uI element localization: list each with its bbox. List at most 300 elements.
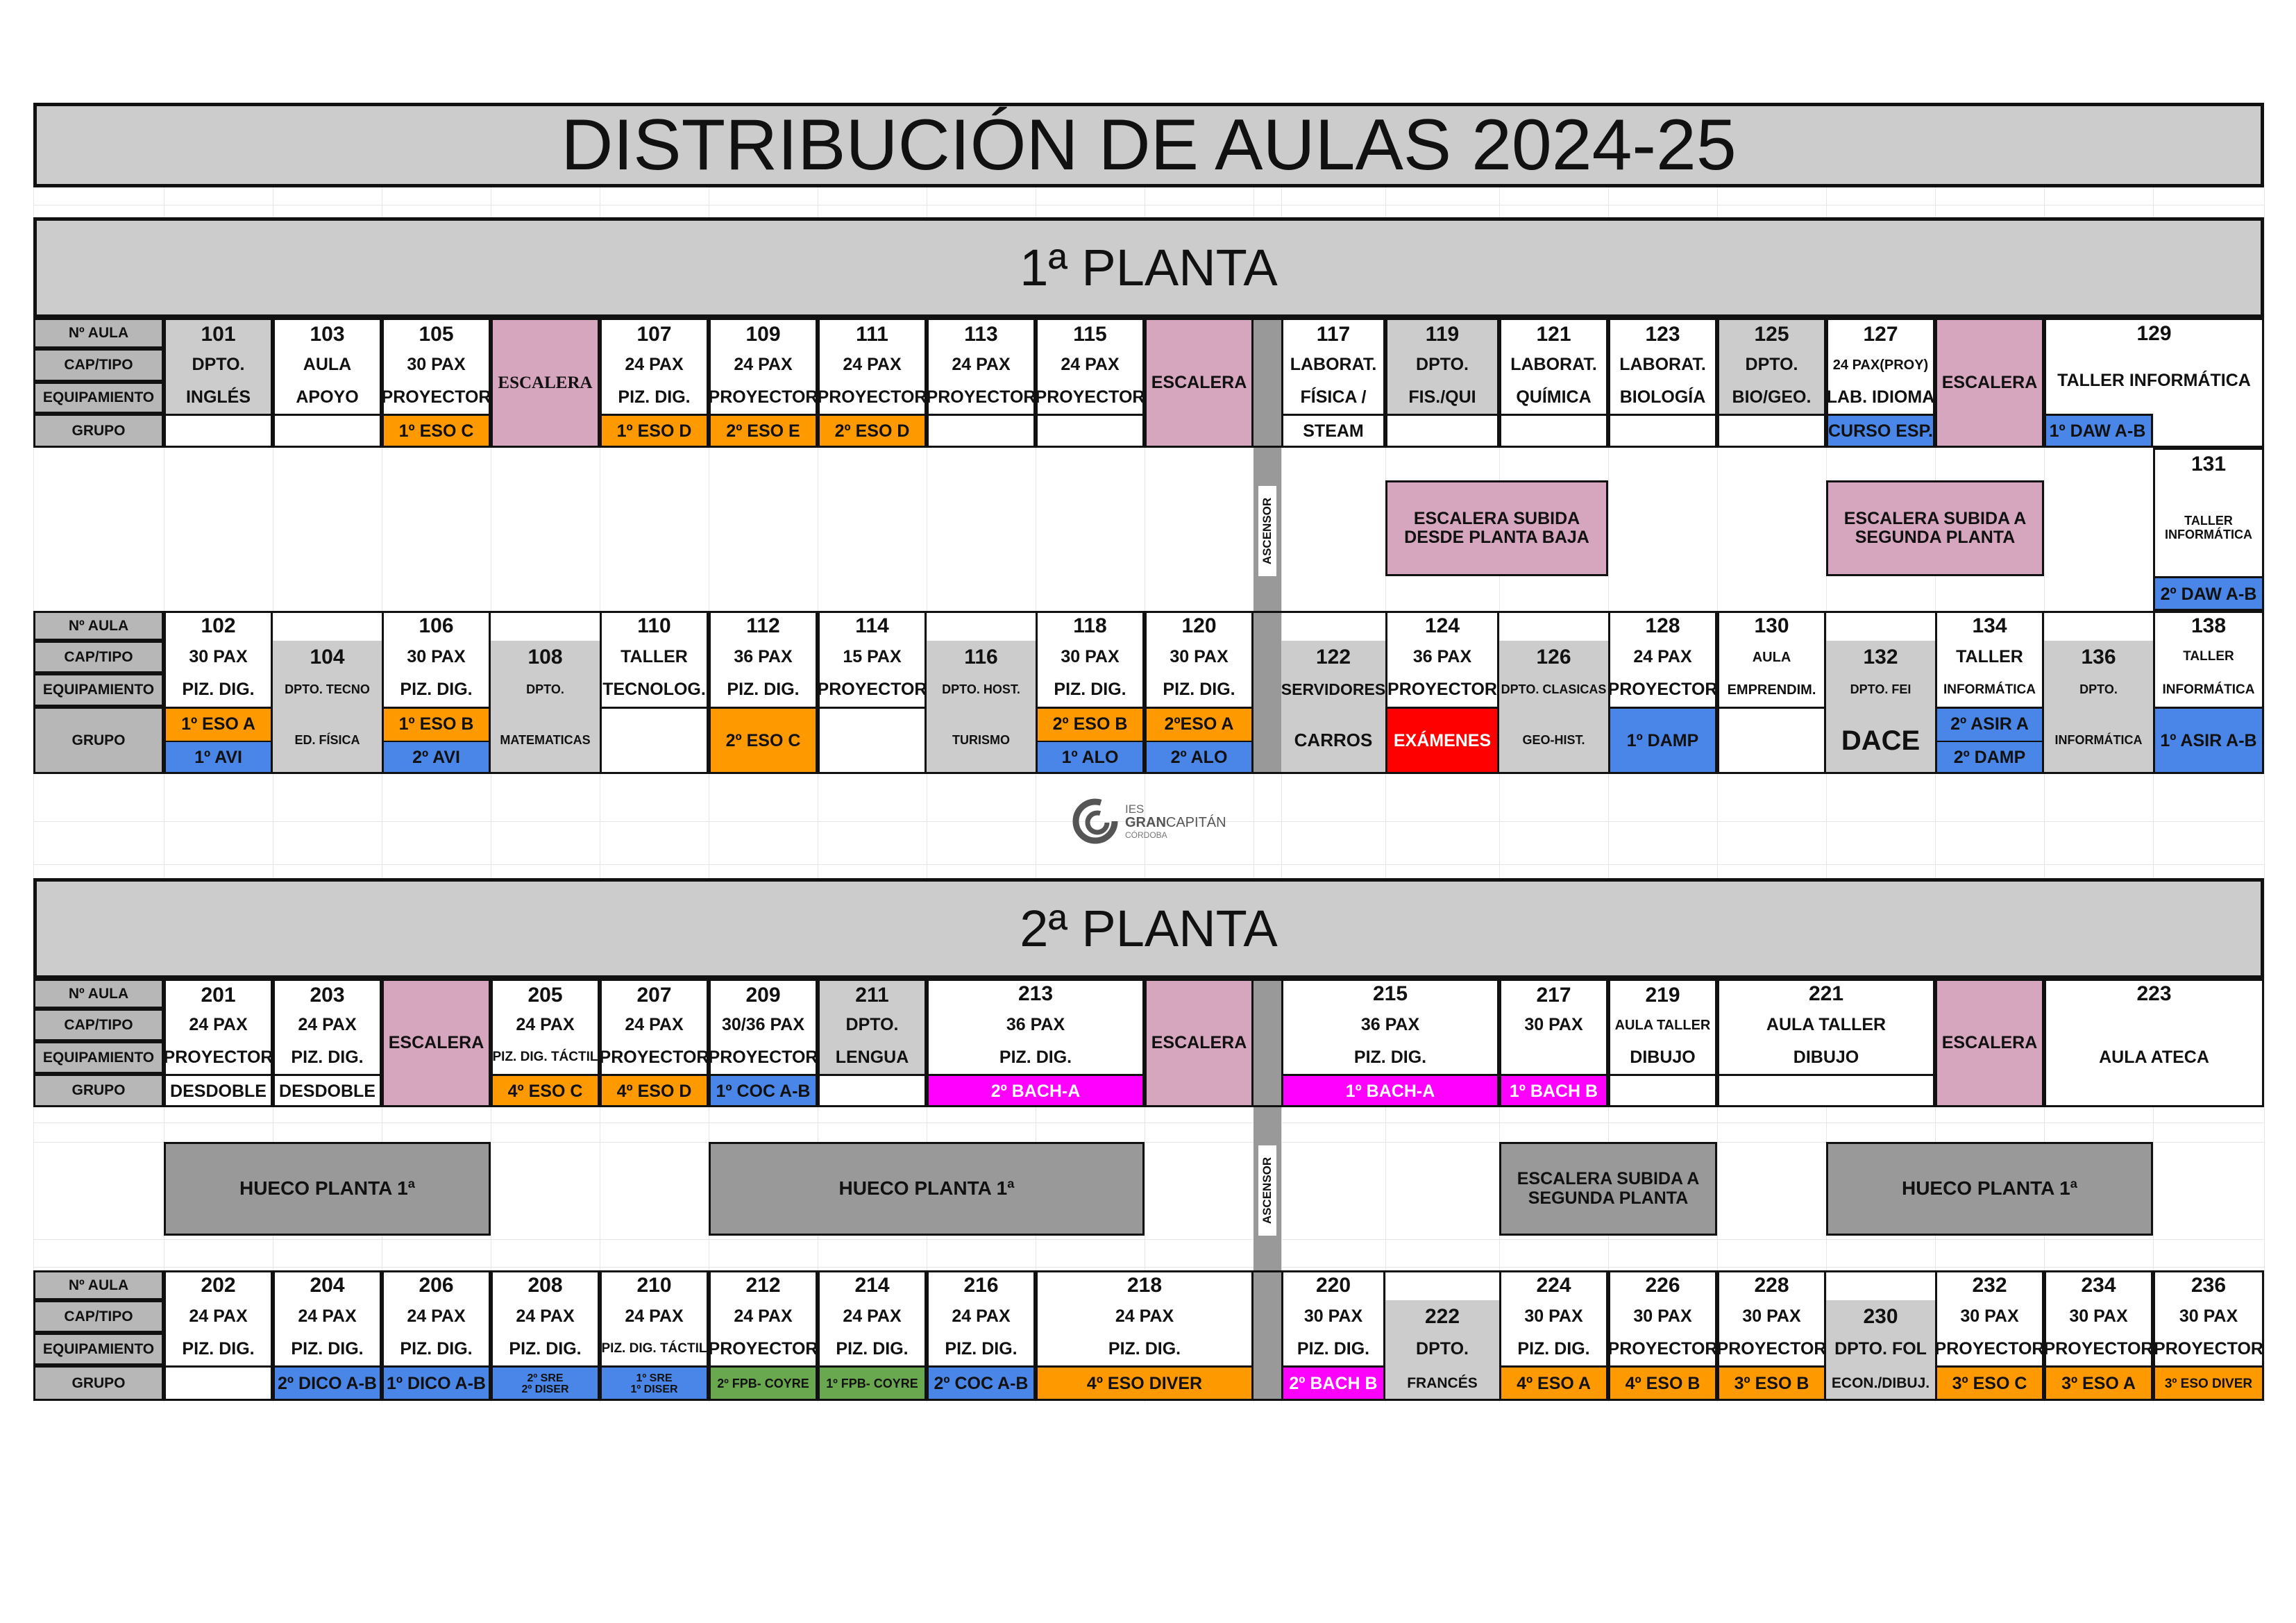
room-207-eq-text: PROYECTOR bbox=[600, 1047, 709, 1067]
row-label-aula bbox=[33, 318, 164, 348]
row-label-grupo-text: GRUPO bbox=[71, 1374, 126, 1391]
room-214-cap-text: 24 PAX bbox=[843, 1306, 902, 1326]
room-132-num-text: 132 bbox=[1863, 646, 1898, 668]
room-105-eq-text: PROYECTOR bbox=[382, 387, 491, 407]
room-223-eq-text: AULA ATECA bbox=[2099, 1048, 2209, 1068]
room-218 bbox=[1036, 1270, 1253, 1401]
room-136-eq bbox=[2044, 673, 2153, 707]
floor1-title: 1ª PLANTA bbox=[1020, 239, 1278, 296]
stair-3-text: ESCALERA bbox=[1941, 372, 2038, 392]
logo-line3: CÓRDOBA bbox=[1125, 830, 1167, 840]
room-217-g bbox=[1499, 1074, 1608, 1107]
room-107-g bbox=[600, 414, 709, 448]
room-236 bbox=[2153, 1270, 2264, 1401]
row-label-eq bbox=[33, 382, 164, 414]
room-203-num bbox=[273, 979, 382, 1009]
room-223 bbox=[2044, 979, 2264, 1107]
room-201-cap bbox=[164, 1009, 273, 1041]
room-123-eq bbox=[1608, 382, 1717, 414]
room-101-num bbox=[164, 318, 273, 348]
room-219-g bbox=[1608, 1074, 1717, 1107]
room-232-cap-text: 30 PAX bbox=[1960, 1306, 2019, 1326]
hollow-floor1-b-text: HUECO PLANTA 1ª bbox=[838, 1177, 1015, 1200]
room-123-cap-text: LABORAT. bbox=[1619, 355, 1706, 375]
room-106-num-text: 106 bbox=[419, 614, 454, 637]
room-220-cap-text: 30 PAX bbox=[1303, 1306, 1363, 1326]
gridline-h bbox=[33, 1239, 2264, 1240]
hollow-floor1-c bbox=[1826, 1142, 2153, 1236]
room-234-eq-text: PROYECTOR bbox=[2044, 1338, 2153, 1359]
room-205-g-text: 4º ESO C bbox=[507, 1081, 583, 1101]
room-105-eq bbox=[382, 382, 491, 414]
row-label-cap-text: CAP/TIPO bbox=[64, 357, 133, 373]
room-128-cap-text: 24 PAX bbox=[1633, 646, 1692, 666]
room-115-g bbox=[1036, 414, 1145, 448]
room-108-eq-text: DPTO. bbox=[526, 682, 564, 697]
room-110-num-text: 110 bbox=[637, 614, 671, 637]
room-108-eq bbox=[491, 673, 600, 707]
room-219-num-text: 219 bbox=[1645, 983, 1680, 1007]
room-207-num-text: 207 bbox=[636, 983, 672, 1007]
school-logo bbox=[1072, 798, 1232, 844]
room-121-num-text: 121 bbox=[1536, 323, 1571, 346]
page-title-bar bbox=[33, 103, 2264, 187]
room-208-cap-text: 24 PAX bbox=[516, 1306, 575, 1326]
room-102 bbox=[164, 611, 273, 774]
row-label-aula bbox=[33, 979, 164, 1009]
row-label-grupo-text: GRUPO bbox=[71, 732, 126, 748]
room-136-num-text: 136 bbox=[2081, 646, 2116, 668]
row-label-cap bbox=[33, 641, 164, 673]
hollow-floor1-a bbox=[164, 1142, 491, 1236]
room-223-num-text: 223 bbox=[2136, 982, 2172, 1005]
hollow-floor1-a-text: HUECO PLANTA 1ª bbox=[239, 1177, 416, 1200]
room-109-cap bbox=[709, 348, 818, 382]
room-117-g bbox=[1281, 414, 1385, 448]
room-104-eq-text: DPTO. TECNO bbox=[285, 682, 370, 697]
row-label-grupo-text: GRUPO bbox=[71, 1082, 126, 1099]
room-112-eq-text: PIZ. DIG. bbox=[727, 680, 800, 700]
room-124 bbox=[1385, 611, 1499, 774]
room-105-cap-text: 30 PAX bbox=[407, 355, 466, 375]
room-204 bbox=[273, 1270, 382, 1401]
room-120 bbox=[1145, 611, 1253, 774]
room-134 bbox=[1935, 611, 2044, 774]
room-104-eq bbox=[273, 673, 382, 707]
room-116-num bbox=[927, 641, 1036, 673]
room-128-g-text: 1º DAMP bbox=[1626, 731, 1699, 751]
room-201-cap-text: 24 PAX bbox=[189, 1014, 248, 1034]
room-115-num bbox=[1036, 318, 1145, 348]
room-236-cap-text: 30 PAX bbox=[2179, 1306, 2238, 1326]
room-103-num bbox=[273, 318, 382, 348]
room-105-num bbox=[382, 318, 491, 348]
room-234-g-text: 3º ESO A bbox=[2061, 1374, 2136, 1394]
room-120-g2-text: 2º ALO bbox=[1170, 748, 1228, 767]
room-132-eq bbox=[1826, 673, 1935, 707]
room-131-g-text: 2º DAW A-B bbox=[2160, 584, 2257, 604]
room-203-g bbox=[273, 1074, 382, 1107]
room-112-g-text: 2º ESO C bbox=[725, 731, 801, 751]
room-206-g-text: 1º DICO A-B bbox=[387, 1374, 486, 1394]
room-127-eq bbox=[1826, 382, 1935, 414]
room-109-cap-text: 24 PAX bbox=[734, 355, 793, 375]
room-119-cap-text: DPTO. bbox=[1416, 355, 1469, 375]
room-118-g2-text: 1º ALO bbox=[1061, 748, 1119, 767]
room-203-cap bbox=[273, 1009, 382, 1041]
room-128-eq-text: PROYECTOR bbox=[1608, 680, 1717, 700]
room-222-cap-text: DPTO. bbox=[1416, 1338, 1469, 1359]
floor1-title-bar bbox=[33, 217, 2264, 318]
row-label-aula-text: Nº AULA bbox=[68, 1277, 129, 1293]
row-label-grupo bbox=[33, 1074, 164, 1107]
room-209-cap-text: 30/36 PAX bbox=[721, 1014, 805, 1034]
room-115-eq-text: PROYECTOR bbox=[1036, 387, 1145, 407]
room-230-g bbox=[1826, 1365, 1935, 1401]
room-116-g-text: TURISMO bbox=[952, 732, 1010, 747]
hollow-floor1-b bbox=[709, 1142, 1145, 1236]
room-122-eq-text: SERVIDORES bbox=[1281, 680, 1385, 699]
room-220-num-text: 220 bbox=[1315, 1274, 1351, 1297]
room-211-num-text: 211 bbox=[855, 983, 889, 1007]
room-219-cap-text: AULA TALLER bbox=[1614, 1017, 1711, 1033]
row-label-eq-text: EQUIPAMIENTO bbox=[42, 1340, 155, 1357]
stair-up-to-second bbox=[1499, 1142, 1717, 1236]
room-103-eq bbox=[273, 382, 382, 414]
room-201-num-text: 201 bbox=[201, 983, 236, 1007]
room-101-g bbox=[164, 414, 273, 448]
room-127-g-text: CURSO ESP. bbox=[1828, 421, 1933, 442]
room-109-eq-text: PROYECTOR bbox=[709, 387, 818, 407]
room-228-num-text: 228 bbox=[1754, 1274, 1789, 1297]
room-204-eq-text: PIZ. DIG. bbox=[291, 1338, 364, 1359]
room-222-num bbox=[1385, 1300, 1499, 1333]
room-230-num bbox=[1826, 1300, 1935, 1333]
room-117-num-text: 117 bbox=[1316, 323, 1351, 346]
elevator-shaft-bottom bbox=[1253, 611, 1281, 774]
elevator-shaft-top bbox=[1253, 979, 1281, 1107]
room-216-num-text: 216 bbox=[963, 1274, 999, 1297]
elevator-shaft-bottom bbox=[1253, 1270, 1281, 1401]
room-206 bbox=[382, 1270, 491, 1401]
room-108-num bbox=[491, 641, 600, 673]
room-126-num-text: 126 bbox=[1536, 646, 1571, 668]
room-129-cap-text: TALLER INFORMÁTICA bbox=[2057, 371, 2251, 391]
room-101-cap bbox=[164, 348, 273, 382]
room-105-g-text: 1º ESO C bbox=[398, 421, 474, 442]
room-214-g-text: 1º FPB- COYRE bbox=[826, 1377, 918, 1391]
room-221 bbox=[1717, 979, 1935, 1107]
row-label-aula bbox=[33, 611, 164, 641]
room-131-num-text: 131 bbox=[2191, 453, 2227, 476]
room-122-g-text: CARROS bbox=[1294, 730, 1373, 751]
room-114-num-text: 114 bbox=[855, 614, 889, 637]
room-125-num-text: 125 bbox=[1754, 323, 1789, 346]
room-219-eq-text: DIBUJO bbox=[1630, 1047, 1696, 1067]
room-212-g-text: 2º FPB- COYRE bbox=[717, 1377, 809, 1391]
room-236-g-text: 3º ESO DIVER bbox=[2164, 1376, 2253, 1391]
room-118 bbox=[1036, 611, 1145, 774]
room-206-eq-text: PIZ. DIG. bbox=[400, 1338, 473, 1359]
room-215-num-text: 215 bbox=[1372, 982, 1408, 1005]
room-204-num-text: 204 bbox=[310, 1274, 345, 1297]
room-232 bbox=[1935, 1270, 2044, 1401]
room-134-cap-text: TALLER bbox=[1956, 646, 2023, 666]
room-215-cap-text: 36 PAX bbox=[1360, 1014, 1420, 1034]
elevator-label-text: ASCENSOR bbox=[1260, 497, 1274, 565]
room-111-g-text: 2º ESO D bbox=[834, 421, 910, 442]
stair-up-to-second bbox=[1826, 480, 2044, 576]
room-216-g-text: 2º COC A-B bbox=[934, 1374, 1029, 1394]
room-205-g bbox=[491, 1074, 600, 1107]
room-111-num-text: 111 bbox=[856, 323, 888, 346]
room-114-cap-text: 15 PAX bbox=[843, 646, 902, 666]
room-107-eq bbox=[600, 382, 709, 414]
room-101-num-text: 101 bbox=[201, 323, 236, 346]
room-222-num-text: 222 bbox=[1424, 1305, 1460, 1328]
room-127-cap-text: 24 PAX(PROY) bbox=[1832, 358, 1929, 373]
room-134-num-text: 134 bbox=[1972, 614, 2007, 637]
room-121-cap bbox=[1499, 348, 1608, 382]
room-138-eq-text: INFORMÁTICA bbox=[2162, 682, 2255, 697]
room-109-g bbox=[709, 414, 818, 448]
room-209-g-text: 1º COC A-B bbox=[716, 1081, 811, 1101]
room-215-g-text: 1º BACH-A bbox=[1345, 1081, 1435, 1101]
room-124-cap-text: 36 PAX bbox=[1412, 646, 1472, 666]
room-207-cap bbox=[600, 1009, 709, 1041]
room-116-eq-text: DPTO. HOST. bbox=[942, 682, 1020, 697]
room-123-cap bbox=[1608, 348, 1717, 382]
room-208-num-text: 208 bbox=[527, 1274, 563, 1297]
room-136-eq-text: DPTO. bbox=[2079, 682, 2118, 697]
room-118-cap-text: 30 PAX bbox=[1061, 646, 1120, 666]
room-122-g bbox=[1281, 707, 1385, 774]
room-119-eq bbox=[1385, 382, 1499, 414]
room-107-g-text: 1º ESO D bbox=[616, 421, 692, 442]
room-228-eq-text: PROYECTOR bbox=[1717, 1338, 1826, 1359]
room-203-eq bbox=[273, 1041, 382, 1074]
room-228 bbox=[1717, 1270, 1826, 1401]
row-label-cap-text: CAP/TIPO bbox=[64, 1308, 133, 1325]
room-222-g-text: FRANCÉS bbox=[1407, 1374, 1478, 1391]
room-125-eq bbox=[1717, 382, 1826, 414]
room-113-g bbox=[927, 414, 1036, 448]
room-213-g-text: 2º BACH-A bbox=[990, 1081, 1081, 1101]
room-125-eq-text: BIO/GEO. bbox=[1732, 387, 1812, 407]
room-236-eq-text: PROYECTOR bbox=[2154, 1338, 2263, 1359]
room-121-g bbox=[1499, 414, 1608, 448]
room-107-num bbox=[600, 318, 709, 348]
row-label-eq-text: EQUIPAMIENTO bbox=[42, 682, 155, 698]
room-214-num-text: 214 bbox=[854, 1274, 890, 1297]
logo-line2 bbox=[1125, 815, 1226, 831]
room-228-cap-text: 30 PAX bbox=[1742, 1306, 1801, 1326]
room-209-eq bbox=[709, 1041, 818, 1074]
room-206-cap-text: 24 PAX bbox=[407, 1306, 466, 1326]
row-label-cap-text: CAP/TIPO bbox=[64, 1016, 133, 1033]
room-109-eq bbox=[709, 382, 818, 414]
stair-2-text: ESCALERA bbox=[1151, 372, 1247, 392]
room-210-num-text: 210 bbox=[636, 1274, 672, 1297]
room-230-g-text: ECON./DIBUJ. bbox=[1831, 1374, 1930, 1391]
room-117-cap bbox=[1281, 348, 1385, 382]
room-203-g-text: DESDOBLE bbox=[279, 1081, 375, 1101]
room-224-g-text: 4º ESO A bbox=[1517, 1374, 1591, 1394]
room-213 bbox=[927, 979, 1145, 1107]
room-210-g1: 1º SRE bbox=[636, 1372, 673, 1384]
room-102-cap-text: 30 PAX bbox=[189, 646, 248, 666]
room-132-num bbox=[1826, 641, 1935, 673]
room-118-num-text: 118 bbox=[1073, 614, 1107, 637]
room-210 bbox=[600, 1270, 709, 1401]
room-103-g bbox=[273, 414, 382, 448]
room-214 bbox=[818, 1270, 927, 1401]
stair-up-from-ground bbox=[1385, 480, 1608, 576]
room-120-eq-text: PIZ. DIG. bbox=[1163, 680, 1235, 700]
room-102-g2-text: 1º AVI bbox=[194, 748, 242, 767]
room-218-g-text: 4º ESO DIVER bbox=[1086, 1374, 1203, 1394]
room-101-eq bbox=[164, 382, 273, 414]
room-204-g-text: 2º DICO A-B bbox=[278, 1374, 377, 1394]
room-113-num bbox=[927, 318, 1036, 348]
room-208-g2: 2º DISER bbox=[521, 1384, 569, 1395]
room-113-eq bbox=[927, 382, 1036, 414]
room-211-cap bbox=[818, 1009, 927, 1041]
room-134-g2-text: 2º DAMP bbox=[1953, 748, 2026, 767]
room-130-eq-text: EMPRENDIM. bbox=[1727, 682, 1816, 698]
room-123-g bbox=[1608, 414, 1717, 448]
room-111-eq bbox=[818, 382, 927, 414]
row-label-eq bbox=[33, 1041, 164, 1074]
room-226-g-text: 4º ESO B bbox=[1625, 1374, 1700, 1394]
row-label-grupo bbox=[33, 414, 164, 448]
gridline-h bbox=[33, 1267, 2264, 1268]
room-115-cap-text: 24 PAX bbox=[1061, 355, 1120, 375]
room-220-eq-text: PIZ. DIG. bbox=[1297, 1338, 1370, 1359]
elevator-shaft-top bbox=[1253, 318, 1281, 448]
room-107-cap-text: 24 PAX bbox=[625, 355, 684, 375]
row-label-grupo bbox=[33, 1365, 164, 1401]
room-119-eq-text: FIS./QUI bbox=[1408, 387, 1476, 407]
room-201-g-text: DESDOBLE bbox=[170, 1081, 267, 1101]
stair-2-text: ESCALERA bbox=[1151, 1032, 1247, 1052]
room-103-num-text: 103 bbox=[310, 323, 345, 346]
room-208-g1: 2º SRE bbox=[527, 1372, 564, 1384]
room-203-eq-text: PIZ. DIG. bbox=[291, 1047, 364, 1067]
room-226 bbox=[1608, 1270, 1717, 1401]
room-230-cap-text: DPTO. FOL bbox=[1834, 1338, 1927, 1359]
room-107-num-text: 107 bbox=[636, 323, 672, 346]
room-111-num bbox=[818, 318, 927, 348]
row-label-eq bbox=[33, 673, 164, 707]
room-201-eq bbox=[164, 1041, 273, 1074]
room-106-cap-text: 30 PAX bbox=[407, 646, 466, 666]
room-209-num-text: 209 bbox=[745, 983, 781, 1007]
room-104-num bbox=[273, 641, 382, 673]
room-202-cap-text: 24 PAX bbox=[189, 1306, 248, 1326]
room-224 bbox=[1499, 1270, 1608, 1401]
room-127-num-text: 127 bbox=[1863, 323, 1898, 346]
room-207-num bbox=[600, 979, 709, 1009]
room-110-cap-text: TALLER bbox=[621, 646, 688, 666]
room-119-num bbox=[1385, 318, 1499, 348]
logo-mark-icon bbox=[1072, 798, 1118, 844]
gridline-v bbox=[2264, 187, 2265, 1402]
room-102-eq-text: PIZ. DIG. bbox=[182, 680, 255, 700]
room-117-num bbox=[1281, 318, 1385, 348]
room-123-num-text: 123 bbox=[1645, 323, 1680, 346]
room-204-cap-text: 24 PAX bbox=[298, 1306, 357, 1326]
row-label-cap-text: CAP/TIPO bbox=[64, 648, 133, 665]
room-113-cap bbox=[927, 348, 1036, 382]
room-226-num-text: 226 bbox=[1645, 1274, 1680, 1297]
room-121-eq-text: QUÍMICA bbox=[1516, 387, 1592, 407]
room-110 bbox=[600, 611, 709, 774]
room-116-num-text: 116 bbox=[964, 646, 998, 668]
room-219-cap bbox=[1608, 1009, 1717, 1041]
room-121-eq bbox=[1499, 382, 1608, 414]
room-125-g bbox=[1717, 414, 1826, 448]
row-label-aula-text: Nº AULA bbox=[68, 985, 129, 1002]
room-102-num-text: 102 bbox=[201, 614, 236, 637]
room-232-eq-text: PROYECTOR bbox=[1935, 1338, 2044, 1359]
room-127-eq-text: LAB. IDIOMA bbox=[1826, 387, 1935, 407]
room-118-eq-text: PIZ. DIG. bbox=[1054, 680, 1126, 700]
room-202-eq-text: PIZ. DIG. bbox=[182, 1338, 255, 1359]
room-119-cap bbox=[1385, 348, 1499, 382]
room-109-num bbox=[709, 318, 818, 348]
stair-2 bbox=[1145, 979, 1253, 1107]
room-113-num-text: 113 bbox=[964, 323, 998, 346]
elevator-label bbox=[1258, 1145, 1276, 1236]
room-129 bbox=[2044, 318, 2264, 448]
row-label-grupo-text: GRUPO bbox=[71, 422, 126, 439]
room-212-cap-text: 24 PAX bbox=[734, 1306, 793, 1326]
room-117-eq-text: FÍSICA / bbox=[1300, 387, 1367, 407]
row-label-eq-text: EQUIPAMIENTO bbox=[42, 389, 155, 406]
room-125-cap bbox=[1717, 348, 1826, 382]
room-117-cap-text: LABORAT. bbox=[1290, 355, 1377, 375]
room-203-cap-text: 24 PAX bbox=[298, 1014, 357, 1034]
room-113-cap-text: 24 PAX bbox=[952, 355, 1011, 375]
room-234-cap-text: 30 PAX bbox=[2069, 1306, 2128, 1326]
stair-3-text: ESCALERA bbox=[1941, 1032, 2038, 1052]
room-126-num bbox=[1499, 641, 1608, 673]
room-126-g-text: GEO-HIST. bbox=[1522, 732, 1585, 747]
room-101-eq-text: INGLÉS bbox=[185, 387, 251, 407]
row-label-cap bbox=[33, 348, 164, 382]
room-118-g1-text: 2º ESO B bbox=[1052, 714, 1128, 734]
room-105-g bbox=[382, 414, 491, 448]
room-114-eq-text: PROYECTOR bbox=[818, 680, 927, 700]
room-124-num-text: 124 bbox=[1424, 614, 1460, 637]
room-228-g-text: 3º ESO B bbox=[1734, 1374, 1809, 1394]
room-129-num-text: 129 bbox=[2136, 321, 2172, 345]
hollow-floor1-c-text: HUECO PLANTA 1ª bbox=[1901, 1177, 2078, 1200]
room-212-num-text: 212 bbox=[745, 1274, 781, 1297]
room-138-g-text: 1º ASIR A-B bbox=[2160, 731, 2257, 751]
room-122-eq bbox=[1281, 673, 1385, 707]
room-218-cap-text: 24 PAX bbox=[1115, 1306, 1174, 1326]
room-205-eq bbox=[491, 1041, 600, 1074]
room-105-cap bbox=[382, 348, 491, 382]
logo-line1: IES bbox=[1125, 802, 1145, 816]
room-136-num bbox=[2044, 641, 2153, 673]
room-102-g1-text: 1º ESO A bbox=[181, 714, 255, 734]
room-226-cap-text: 30 PAX bbox=[1633, 1306, 1692, 1326]
row-label-cap bbox=[33, 1009, 164, 1041]
room-217-num-text: 217 bbox=[1536, 983, 1571, 1007]
